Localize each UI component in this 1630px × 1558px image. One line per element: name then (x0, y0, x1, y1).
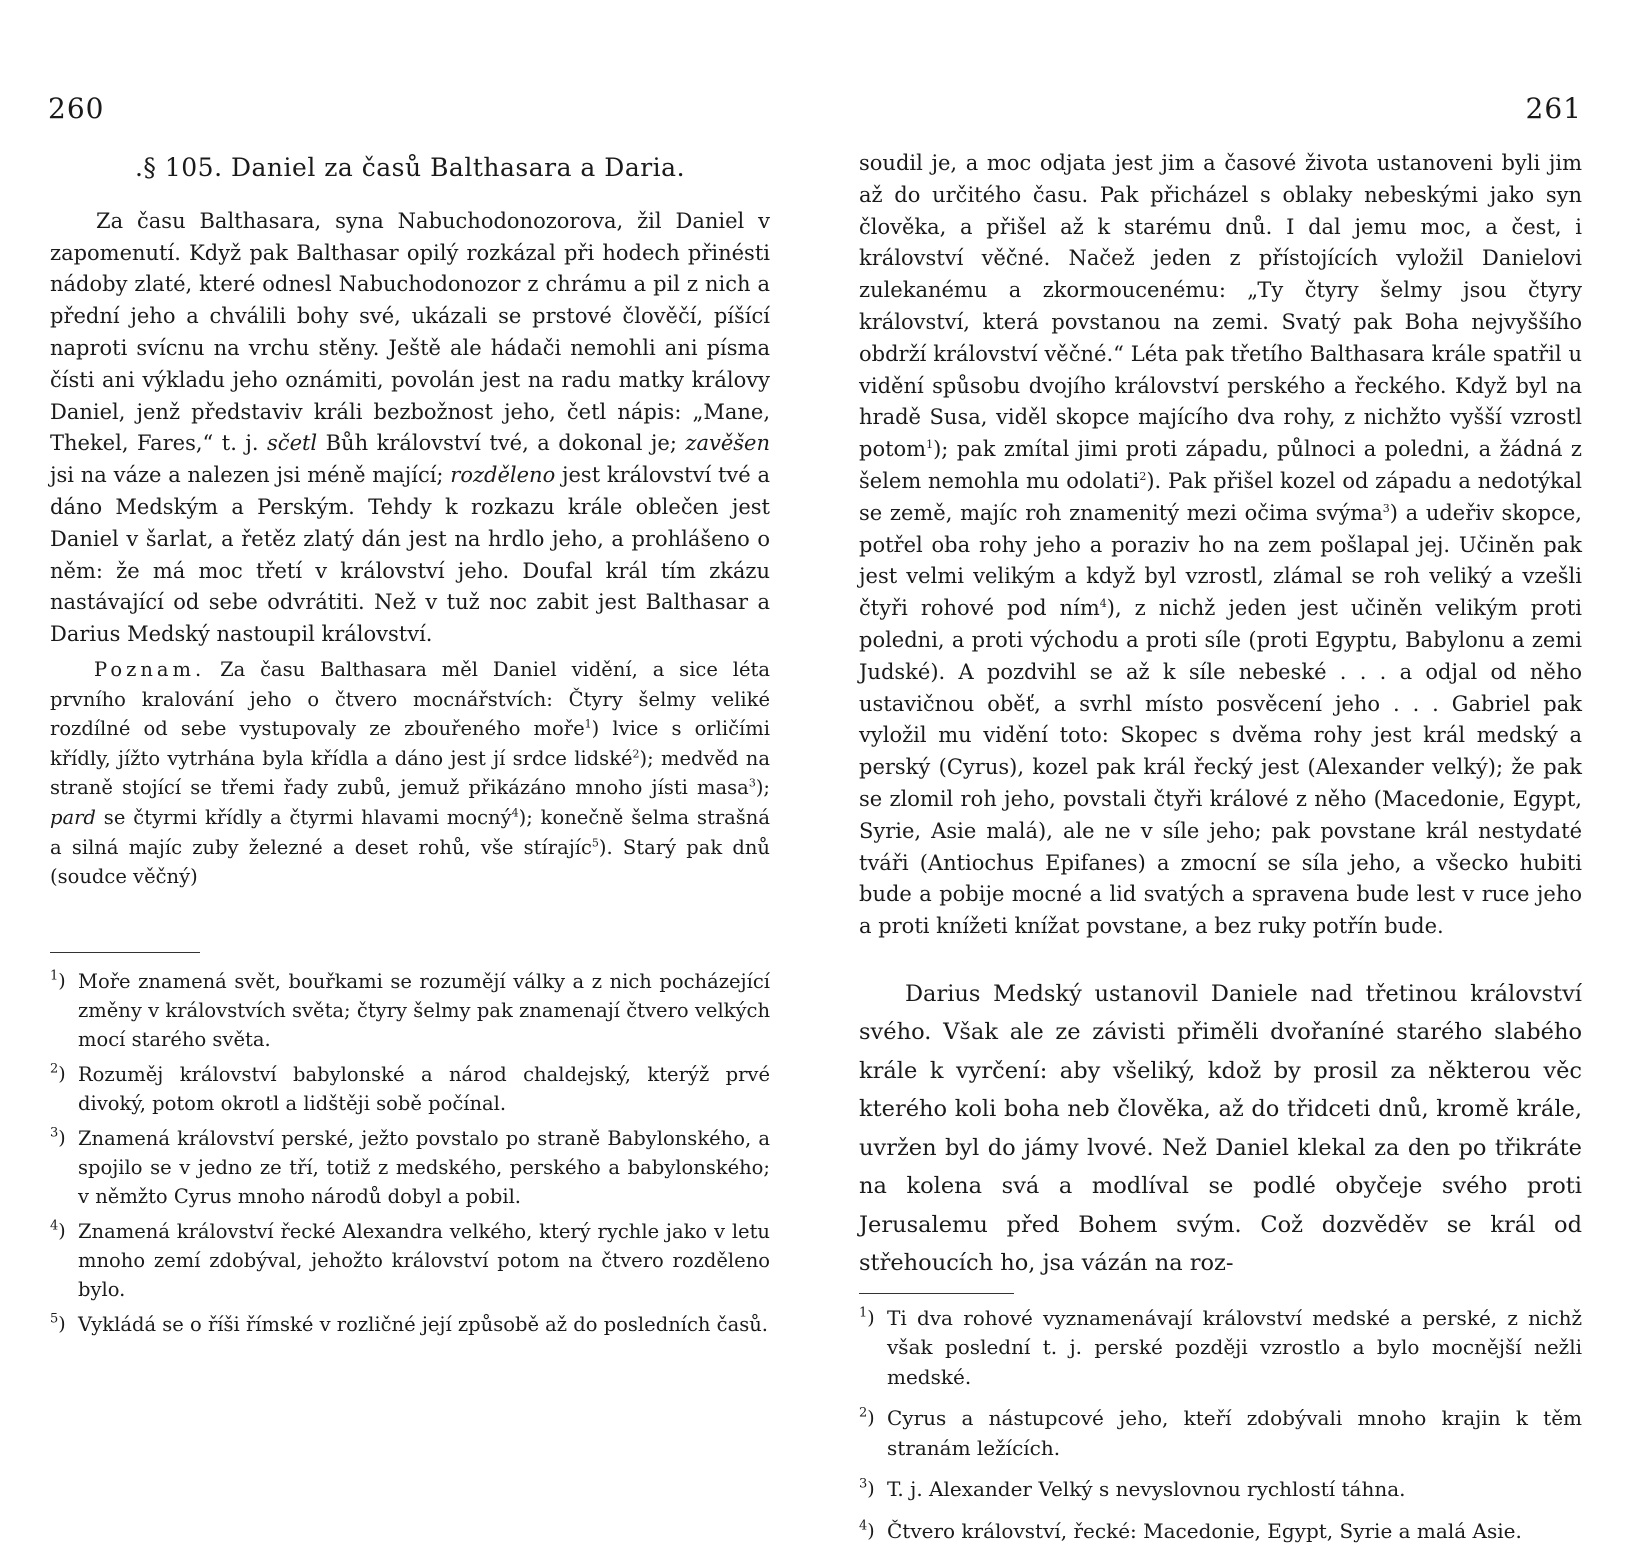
italic-word: rozděleno (450, 463, 556, 488)
note-text: ); konečně šelma strašná a silná majíc zuby železné a deset rohů, vše stírajíc (50, 805, 770, 859)
note-paragraph (50, 655, 770, 892)
paragraph-text: jsi na váze a nalezen jsi méně mající; (50, 463, 451, 488)
second-paragraph: Darius Medský ustanovil Daniele nad třetinou království svého. Však ale ze závisti přiměli dvořaníné starého slabého krále k vyrčení: aby všeliký, kdož by prosil za některou věc kterého koli boha neb člověka, až do třidceti dnů, kromě krále, uvržen byl do jámy lvové. Než Daniel klekal za den po třikráte na kolena svá a modlíval se podlé obyčeje svého proti Jerusalemu před Bohem svým. Což dozvěděv se král od střehoucích ho, jsa vázán na roz- (859, 980, 1582, 1277)
note-text: se čtyrmi křídly a čtyrmi hlavami mocný (95, 805, 512, 829)
footnote-number: $^1$) (50, 968, 66, 992)
note-text: ); medvěd na straně stojící se třemi řady zubů, jemuž přikázáno mnoho jísti masa (50, 746, 770, 800)
footnote (50, 1124, 770, 1211)
footnote-marker: 3 (50, 1125, 59, 1141)
footnote-number: $^3$) (50, 1125, 66, 1149)
paragraph-text: ). Pak přišel kozel od západu a nedotýkal se země, majíc roh znamenitý mezi očima svýma (859, 468, 1582, 525)
footnote-divider (859, 1293, 1014, 1294)
footnote-ref: 1 (926, 438, 934, 452)
footnote-text: Cyrus a nástupcové jeho, kteří zdobývali mnoho krajin k těm stranám ležících. (887, 1406, 1582, 1460)
footnote-marker: 2 (859, 1406, 868, 1422)
footnote (50, 1310, 770, 1339)
right-page (815, 0, 1630, 1543)
footnote (50, 1060, 770, 1118)
main-paragraph (50, 206, 770, 651)
footnote-number: $^4$) (50, 1218, 66, 1242)
paragraph-text: ) a udeřiv skopce, potřel oba rohy jeho a poraziv ho na zem pošlapal jej. Učiněn pak jest velmi velikým a když byl vzrostl, zlámal se roh veliký a vzešli čtyři rohové pod ním (859, 500, 1582, 621)
footnote-marker: 1 (859, 1305, 868, 1321)
note-text: Za času Balthasara měl Daniel vidění, a sice léta prvního kralování jeho o čtvero mocnářstvích: Čtyry šelmy veliké rozdílné od sebe vystupovaly ze zbouřeného moře (50, 657, 770, 741)
footnote-marker: 2 (50, 1061, 59, 1077)
page-number: 261 (1525, 92, 1582, 125)
footnote-text: Rozuměj království babylonské a národ chaldejský, kterýž prvé divoký, potom okrotl a lidštěji sobě počínal. (78, 1062, 770, 1115)
footnote-ref: 4 (1099, 597, 1107, 611)
footnote (859, 1304, 1582, 1393)
footnote-number: $^2$) (859, 1406, 875, 1430)
paragraph-text: Bůh království tvé, a dokonal je; (317, 431, 686, 456)
footnote-number: $^4$) (859, 1518, 875, 1542)
footnote-marker: 1 (50, 968, 59, 984)
footnote-number: $^1$) (859, 1305, 875, 1329)
footnote (50, 967, 770, 1054)
paragraph-text: ), z nichž jeden jest učiněn velikým proti poledni, a proti východu a proti síle (proti Egyptu, Babylonu a zemi Judské). A pozdvihl se až k síle nebeské . . . a odjal od něho ustavičnou oběť, a svrhl místo posvěcení jeho . . . Gabriel pak vyložil mu vidění toto: Skopec s dvěma rohy jest král medský a perský (Cyrus), kozel pak král řecký jest (Alexander velký); že pak se zlomil roh jeho, povstali čtyři králové z něho (Macedonie, Egypt, Syrie, Asie malá), ale ne v síle jeho; pak povstane král nestydaté tváři (Antiochus Epifanes) a zmocní se síla jeho, a všecko hubiti bude a pobije mocné a lid svatých a spravena bude lest v ruce jeho a proti knížeti knížat povstane, a bez ruky potřín bude. (859, 596, 1582, 939)
italic-word: pard (50, 805, 96, 829)
footnote-ref: 4 (511, 806, 519, 820)
paragraph-text: ); pak zmítal jimi proti západu, půlnoci a poledni, a žádná z šelem nemohla mu odolati (859, 437, 1582, 493)
paragraph-text: soudil je, a moc odjata jest jim a časové života ustanoveni byli jim až do určitého času. Pak přicházel s oblaky nebeskými jako syn člověka, a přišel až k starému dnů. I dal jemu moc, a čest, i království věčné. Načež jeden z přístojících vyložil Danielovi zulekanému a zkormoucenému: „Ty čtyry šelmy jsou čtyry království, která povstanou na zemi. Svatý pak Boha nejvyššího obdrží království věčné.“ Léta pak třetího Balthasara krále spatřil u vidění spůsobu dvojího království perského a řeckého. Když byl na hradě Susa, viděl skopce majícího dva rohy, z nichžto vyšší vzrostl potom (859, 151, 1582, 462)
right-page-column (859, 148, 1582, 1558)
footnote-text: Znamená království řecké Alexandra velkého, který rychle jako v letu mnoho zemí zdobýval, jehožto království potom na čtvero rozděleno bylo. (78, 1219, 770, 1301)
note-text: ); (755, 776, 770, 800)
footnote-ref: 5 (591, 836, 599, 850)
note-text: ) lvice s orličími křídly, jížto vytrhána byla křídla a dáno jest jí srdce lidské (50, 717, 770, 770)
footnote-ref: 2 (632, 747, 640, 761)
left-page (0, 0, 815, 1500)
footnote-number: $^5$) (50, 1311, 66, 1335)
note-lead: Poznam. (94, 657, 206, 681)
section-heading: .§ 105. Daniel za časů Balthasara a Daria. (134, 153, 686, 182)
footnote-divider (50, 952, 200, 953)
note-text: ). Starý pak dnů (soudce věčný) (50, 835, 770, 889)
footnote-ref: 3 (748, 776, 756, 790)
footnote-marker: 4 (50, 1218, 59, 1234)
footnote-marker: 3 (859, 1477, 868, 1493)
footnote-text: Moře znamená svět, bouřkami se rozumějí války a z nich pocházející změny v královstvích světa; čtyry šelmy pak znamenají čtvero velkých mocí starého světa. (78, 969, 770, 1051)
footnote (859, 1517, 1582, 1547)
page-number: 260 (48, 92, 105, 125)
footnote (859, 1475, 1582, 1505)
footnotes (859, 1304, 1582, 1547)
footnote (50, 1217, 770, 1304)
footnote-ref: 2 (1139, 469, 1147, 483)
footnote-ref: 3 (1382, 501, 1390, 515)
footnote-number: $^2$) (50, 1061, 66, 1085)
footnote-ref: 1 (584, 717, 592, 731)
paragraph-text: jest království tvé a dáno Medským a Perským. Tehdy k rozkazu krále oblečen jest Daniel v šarlat, a řetěz zlatý dán jest na hrdlo jeho, a prohlášeno o něm: že má moc třetí v království jeho. Doufal král tím zkázu nastávající od sebe odvrátiti. Než v tuž noc zabit jest Balthasar a Darius Medský nastoupil království. (50, 463, 770, 647)
main-paragraph-text: Za času Balthasara, syna Nabuchodonozorova, žil Daniel v zapomenutí. Když pak Balthasar opilý rozkázal při hodech přinésti nádoby zlaté, které odnesl Nabuchodonozor z chrámu a pil z nich a přední jeho a chválili bohy své, ukázali se prstové člověčí, píšící naproti svícnu na vrchu stěny. Ještě ale hádači nemohli ani písma čísti ani výkladu jeho oznámiti, povolán jest na radu matky královy Daniel, jenž představiv králi bezbožnost jeho, četl nápis: „Mane, Thekel, Fares,“ t. j. (50, 208, 770, 456)
footnote-marker: 5 (50, 1311, 59, 1327)
footnotes (50, 967, 770, 1339)
footnote-marker: 4 (859, 1518, 868, 1534)
footnote-text: Ti dva rohové vyznamenávají království medské a perské, z nichž však poslední t. j. perské později vzrostlo a bylo mocnější nežli medské. (887, 1305, 1582, 1389)
footnote-text: T. j. Alexander Velký s nevyslovnou rychlostí táhna. (887, 1477, 1406, 1502)
footnote-text: Vykládá se o říši římské v rozličné její způsobě až do posledních časů. (78, 1312, 768, 1336)
continued-paragraph (859, 148, 1582, 943)
italic-word: zavěšen (685, 431, 771, 456)
footnote (859, 1404, 1582, 1463)
footnote-text: Čtvero království, řecké: Macedonie, Egypt, Syrie a malá Asie. (887, 1518, 1522, 1543)
footnote-number: $^3$) (859, 1477, 875, 1501)
left-page-column (50, 152, 770, 1345)
italic-word: sčetl (267, 431, 318, 456)
footnote-text: Znamená království perské, ježto povstalo po straně Babylonského, a spojilo se v jedno ze tří, totiž z medského, perského a babylonského; v němžto Cyrus mnoho národů dobyl a pobil. (78, 1126, 770, 1208)
